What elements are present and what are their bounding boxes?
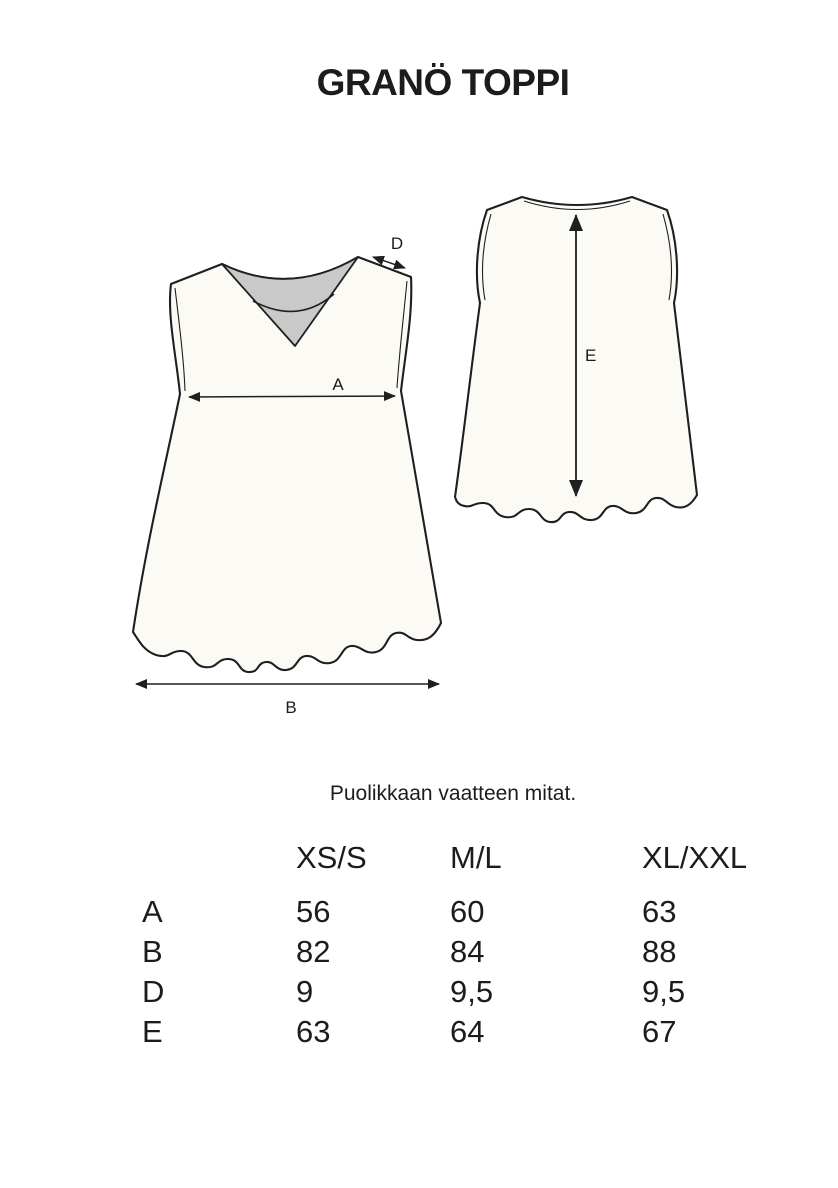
column-header-xs-s: XS/S [296, 840, 367, 875]
page-title: GRANÖ TOPPI [316, 62, 570, 103]
cell-a-xl-xxl: 63 [642, 894, 677, 929]
column-header-m-l: M/L [450, 840, 502, 875]
cell-d-m-l: 9,5 [450, 974, 494, 1009]
measure-e-label: E [585, 346, 597, 365]
row-label-d: D [142, 974, 165, 1009]
cell-e-xl-xxl: 67 [642, 1014, 677, 1049]
column-header-xl-xxl: XL/XXL [642, 840, 748, 875]
row-label-b: B [142, 934, 163, 969]
front-view-diagram [133, 234, 441, 717]
measure-a-label: A [332, 375, 344, 394]
table-caption: Puolikkaan vaatteen mitat. [329, 782, 577, 805]
row-label-e: E [142, 1014, 163, 1049]
row-label-a: A [142, 894, 163, 929]
cell-b-m-l: 84 [450, 934, 485, 969]
header-empty-cell [142, 838, 296, 892]
cell-d-xs-s: 9 [296, 974, 314, 1009]
measure-d-label: D [390, 234, 404, 253]
cell-e-xs-s: 63 [296, 1014, 331, 1049]
cell-a-xs-s: 56 [296, 894, 331, 929]
cell-e-m-l: 64 [450, 1014, 485, 1049]
back-view-diagram [455, 197, 697, 522]
cell-a-m-l: 60 [450, 894, 485, 929]
cell-b-xl-xxl: 88 [642, 934, 677, 969]
measure-a-arrow [189, 396, 395, 397]
size-table [142, 838, 782, 1052]
cell-b-xs-s: 82 [296, 934, 331, 969]
cell-d-xl-xxl: 9,5 [642, 974, 686, 1009]
measure-b-label: B [285, 698, 297, 717]
